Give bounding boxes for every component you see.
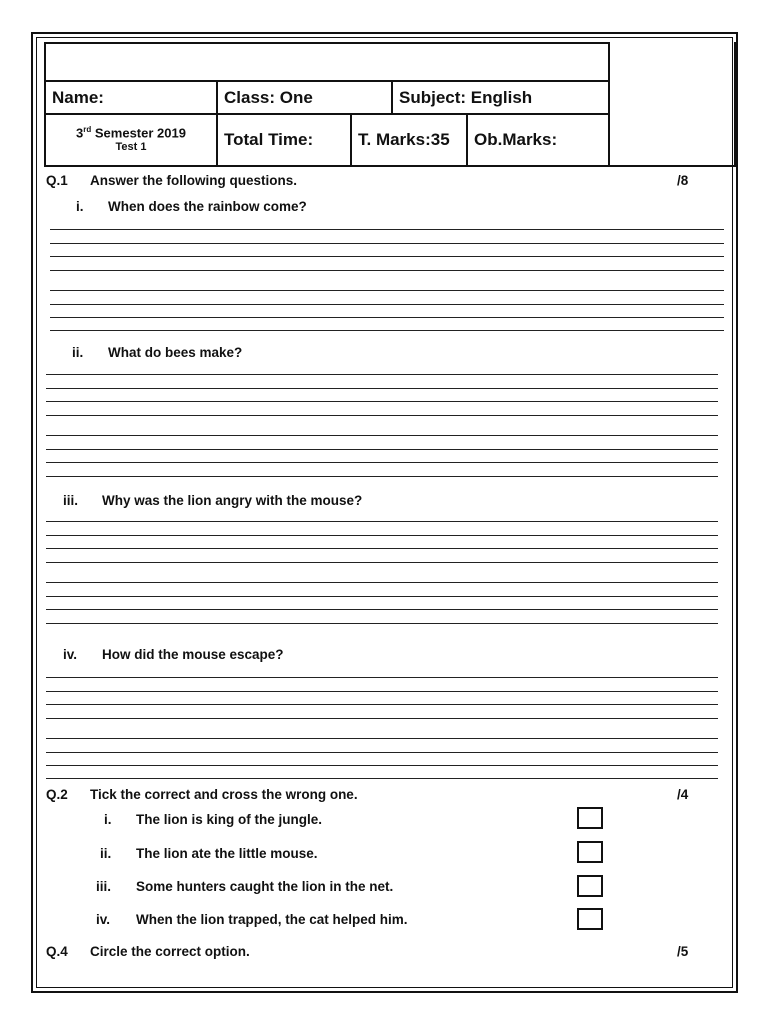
q4-number: Q.4 xyxy=(46,944,68,959)
answer-line xyxy=(46,449,718,450)
subject-field xyxy=(391,80,610,115)
name-field[interactable] xyxy=(44,80,218,115)
answer-line xyxy=(46,691,718,692)
q2-statement-2: The lion ate the little mouse. xyxy=(136,846,318,861)
q2-numeral-2: ii. xyxy=(100,846,112,861)
answer-line xyxy=(50,317,724,318)
answer-line xyxy=(46,535,718,536)
answer-line xyxy=(46,435,718,436)
test-label: Test 1 xyxy=(115,141,147,154)
q1-question-2: What do bees make? xyxy=(108,345,243,360)
header-right-box xyxy=(608,42,738,167)
answer-line xyxy=(50,243,724,244)
name-label: Name: xyxy=(52,87,104,107)
answer-line xyxy=(46,476,718,477)
q2-numeral-4: iv. xyxy=(96,912,111,927)
answer-line xyxy=(50,256,724,257)
tick-box-2[interactable] xyxy=(577,841,603,863)
q1-numeral-1: i. xyxy=(76,199,84,214)
answer-line xyxy=(46,596,718,597)
obtained-marks-label: Ob.Marks: xyxy=(474,130,558,149)
answer-line xyxy=(46,462,718,463)
answer-line xyxy=(46,765,718,766)
answer-line xyxy=(50,330,724,331)
q2-number: Q.2 xyxy=(46,787,68,802)
obtained-marks-field[interactable] xyxy=(466,113,610,167)
q4-instruction: Circle the correct option. xyxy=(90,944,250,959)
answer-line xyxy=(46,562,718,563)
q4-marks: /5 xyxy=(677,944,689,959)
answer-line xyxy=(46,582,718,583)
q1-question-1: When does the rainbow come? xyxy=(108,199,307,214)
tick-box-1[interactable] xyxy=(577,807,603,829)
answer-line xyxy=(46,704,718,705)
answer-line xyxy=(46,388,718,389)
class-label: Class: One xyxy=(224,87,313,107)
subject-label: Subject: English xyxy=(399,87,533,107)
total-marks-label: T. Marks:35 xyxy=(358,130,450,149)
q1-question-4: How did the mouse escape? xyxy=(102,647,284,662)
answer-line xyxy=(46,548,718,549)
answer-line xyxy=(46,415,718,416)
answer-line xyxy=(46,778,718,779)
q2-numeral-3: iii. xyxy=(96,879,112,894)
q2-instruction: Tick the correct and cross the wrong one. xyxy=(90,787,358,802)
q1-question-3: Why was the lion angry with the mouse? xyxy=(102,493,363,508)
semester-label: 3rd Semester 2019 xyxy=(76,124,186,141)
answer-line xyxy=(46,521,718,522)
answer-line xyxy=(46,738,718,739)
answer-line xyxy=(46,401,718,402)
class-field xyxy=(216,80,393,115)
answer-line xyxy=(50,229,724,230)
tick-box-3[interactable] xyxy=(577,875,603,897)
q1-numeral-3: iii. xyxy=(63,493,79,508)
q2-statement-1: The lion is king of the jungle. xyxy=(136,812,323,827)
q1-numeral-2: ii. xyxy=(72,345,84,360)
q2-marks: /4 xyxy=(677,787,689,802)
header-title-row xyxy=(44,42,610,82)
tick-box-4[interactable] xyxy=(577,908,603,930)
answer-line xyxy=(46,609,718,610)
q1-number: Q.1 xyxy=(46,173,68,188)
q1-instruction: Answer the following questions. xyxy=(90,173,298,188)
answer-line xyxy=(50,304,724,305)
answer-line xyxy=(46,374,718,375)
total-marks-field xyxy=(350,113,468,167)
total-time-label: Total Time: xyxy=(224,130,314,149)
semester-cell xyxy=(44,113,218,167)
answer-line xyxy=(50,290,724,291)
q2-numeral-1: i. xyxy=(104,812,112,827)
answer-line xyxy=(46,718,718,719)
q2-statement-3: Some hunters caught the lion in the net. xyxy=(136,879,394,894)
q1-marks: /8 xyxy=(677,173,689,188)
total-time-field[interactable] xyxy=(216,113,352,167)
q1-numeral-4: iv. xyxy=(63,647,78,662)
answer-line xyxy=(46,677,718,678)
answer-line xyxy=(50,270,724,271)
q2-statement-4: When the lion trapped, the cat helped him. xyxy=(136,912,408,927)
answer-line xyxy=(46,752,718,753)
answer-line xyxy=(46,623,718,624)
